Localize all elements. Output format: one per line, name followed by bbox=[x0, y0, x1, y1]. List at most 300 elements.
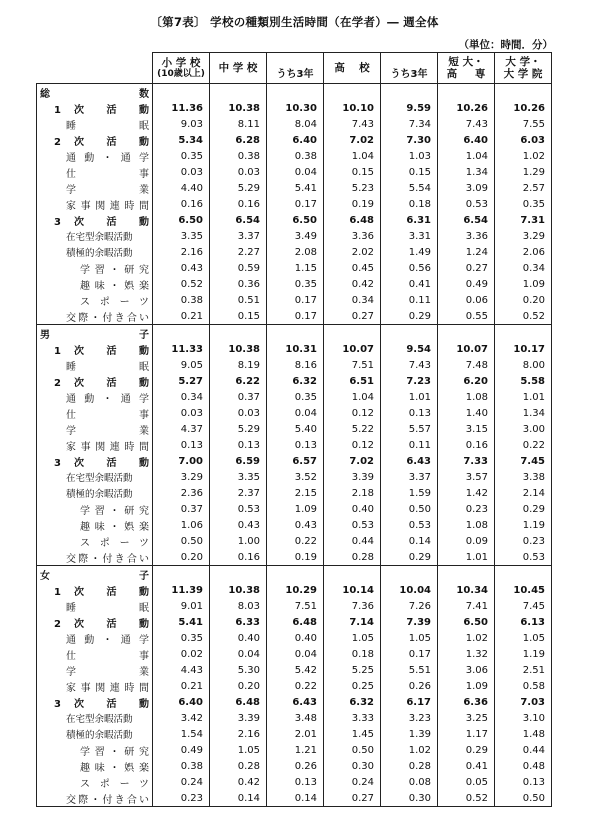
value-cell: 6.48 bbox=[210, 694, 267, 710]
value-cell: 0.41 bbox=[381, 276, 438, 292]
row-label-text: 趣味・娯楽 bbox=[80, 280, 149, 292]
row-label bbox=[37, 437, 153, 453]
value-cell: 0.41 bbox=[438, 758, 495, 774]
value-cell: 1.04 bbox=[438, 148, 495, 164]
table-row bbox=[37, 100, 552, 116]
table-row bbox=[37, 437, 552, 453]
row-label bbox=[37, 501, 153, 517]
value-cell: 3.49 bbox=[267, 228, 324, 244]
row-label bbox=[37, 405, 153, 421]
value-cell: 5.30 bbox=[210, 662, 267, 678]
value-cell: 10.26 bbox=[438, 100, 495, 116]
table-row bbox=[37, 630, 552, 646]
column-header-line1: 中 学 校 bbox=[218, 62, 258, 74]
value-cell: 0.09 bbox=[438, 533, 495, 549]
value-cell: 6.51 bbox=[324, 373, 381, 389]
value-cell: 0.52 bbox=[495, 308, 552, 325]
value-cell: 0.44 bbox=[324, 533, 381, 549]
table-row bbox=[37, 758, 552, 774]
value-cell: 3.09 bbox=[438, 180, 495, 196]
row-label-text: 3 次 活 動 bbox=[54, 216, 149, 228]
row-label-text: 在宅型余暇活動 bbox=[66, 473, 133, 484]
table-row bbox=[37, 373, 552, 389]
value-cell: 0.43 bbox=[153, 260, 210, 276]
value-cell: 5.29 bbox=[210, 421, 267, 437]
table-row bbox=[37, 357, 552, 373]
value-cell: 0.50 bbox=[153, 533, 210, 549]
value-cell: 0.36 bbox=[210, 276, 267, 292]
value-cell: 1.24 bbox=[438, 244, 495, 260]
value-cell: 10.38 bbox=[210, 100, 267, 116]
value-cell: 0.51 bbox=[210, 292, 267, 308]
row-label-text: 1 次 活 動 bbox=[54, 345, 149, 357]
row-label-text: 交際・付き合い bbox=[66, 553, 149, 565]
value-cell: 1.04 bbox=[324, 148, 381, 164]
value-cell: 6.33 bbox=[210, 614, 267, 630]
value-cell: 6.59 bbox=[210, 453, 267, 469]
value-cell: 6.13 bbox=[495, 614, 552, 630]
value-cell: 9.05 bbox=[153, 357, 210, 373]
value-cell: 6.50 bbox=[153, 212, 210, 228]
value-cell: 0.12 bbox=[324, 437, 381, 453]
row-label-text: 通動・通学 bbox=[66, 393, 149, 405]
table-row bbox=[37, 212, 552, 228]
row-label-text: 家事関連時間 bbox=[66, 441, 149, 453]
value-cell: 0.35 bbox=[153, 148, 210, 164]
value-cell: 0.20 bbox=[153, 549, 210, 566]
section-header-row bbox=[37, 325, 552, 342]
column-header-line1: 小 学 校 bbox=[161, 57, 201, 69]
value-cell: 0.14 bbox=[381, 533, 438, 549]
table-row bbox=[37, 517, 552, 533]
value-cell: 1.34 bbox=[438, 164, 495, 180]
row-label-text: 学習・研究 bbox=[80, 505, 149, 517]
value-cell: 6.48 bbox=[324, 212, 381, 228]
empty-cell bbox=[324, 84, 381, 101]
value-cell: 2.16 bbox=[210, 726, 267, 742]
row-label-text: 1 次 活 動 bbox=[54, 104, 149, 116]
value-cell: 1.03 bbox=[381, 148, 438, 164]
value-cell: 0.53 bbox=[495, 549, 552, 566]
value-cell: 0.03 bbox=[153, 164, 210, 180]
value-cell: 0.16 bbox=[153, 196, 210, 212]
value-cell: 0.02 bbox=[153, 646, 210, 662]
table-row bbox=[37, 116, 552, 132]
value-cell: 7.03 bbox=[495, 694, 552, 710]
value-cell: 1.01 bbox=[495, 389, 552, 405]
row-label-text: 1 次 活 動 bbox=[54, 586, 149, 598]
row-label-text: 通動・通学 bbox=[66, 634, 149, 646]
row-label bbox=[37, 100, 153, 116]
value-cell: 0.17 bbox=[381, 646, 438, 662]
value-cell: 8.04 bbox=[267, 116, 324, 132]
value-cell: 1.19 bbox=[495, 517, 552, 533]
value-cell: 0.28 bbox=[381, 758, 438, 774]
value-cell: 0.29 bbox=[438, 742, 495, 758]
value-cell: 2.02 bbox=[324, 244, 381, 260]
value-cell: 8.00 bbox=[495, 357, 552, 373]
value-cell: 0.16 bbox=[210, 549, 267, 566]
value-cell: 1.29 bbox=[495, 164, 552, 180]
row-label bbox=[37, 276, 153, 292]
value-cell: 6.32 bbox=[324, 694, 381, 710]
value-cell: 2.01 bbox=[267, 726, 324, 742]
value-cell: 0.04 bbox=[210, 646, 267, 662]
column-header bbox=[210, 53, 267, 84]
value-cell: 3.37 bbox=[381, 469, 438, 485]
table-row bbox=[37, 662, 552, 678]
value-cell: 1.39 bbox=[381, 726, 438, 742]
row-label bbox=[37, 341, 153, 357]
table-row bbox=[37, 292, 552, 308]
value-cell: 9.03 bbox=[153, 116, 210, 132]
value-cell: 0.38 bbox=[153, 758, 210, 774]
value-cell: 0.05 bbox=[438, 774, 495, 790]
value-cell: 0.42 bbox=[324, 276, 381, 292]
value-cell: 0.04 bbox=[267, 646, 324, 662]
value-cell: 0.58 bbox=[495, 678, 552, 694]
table-header bbox=[37, 53, 552, 84]
value-cell: 7.33 bbox=[438, 453, 495, 469]
column-header bbox=[267, 53, 324, 84]
row-label-text: 学 業 bbox=[66, 425, 149, 437]
value-cell: 0.03 bbox=[210, 405, 267, 421]
row-label-text: 3 次 活 動 bbox=[54, 698, 149, 710]
value-cell: 0.53 bbox=[210, 501, 267, 517]
column-header bbox=[153, 53, 210, 84]
row-label bbox=[37, 469, 153, 485]
row-label bbox=[37, 260, 153, 276]
unit-label: （単位：時間．分） bbox=[458, 39, 553, 51]
value-cell: 6.43 bbox=[381, 453, 438, 469]
table-body bbox=[37, 84, 552, 807]
value-cell: 0.37 bbox=[153, 501, 210, 517]
section-label-text: 男 子 bbox=[40, 329, 149, 341]
empty-cell bbox=[210, 325, 267, 342]
table-row bbox=[37, 678, 552, 694]
value-cell: 2.37 bbox=[210, 485, 267, 501]
value-cell: 0.13 bbox=[267, 774, 324, 790]
value-cell: 1.45 bbox=[324, 726, 381, 742]
value-cell: 0.13 bbox=[210, 437, 267, 453]
value-cell: 0.50 bbox=[381, 501, 438, 517]
row-label-text: 学 業 bbox=[66, 666, 149, 678]
value-cell: 10.14 bbox=[324, 582, 381, 598]
value-cell: 0.35 bbox=[267, 389, 324, 405]
value-cell: 6.40 bbox=[267, 132, 324, 148]
value-cell: 7.34 bbox=[381, 116, 438, 132]
value-cell: 0.50 bbox=[495, 790, 552, 807]
value-cell: 3.29 bbox=[153, 469, 210, 485]
row-label-text: 趣味・娯楽 bbox=[80, 521, 149, 533]
value-cell: 2.57 bbox=[495, 180, 552, 196]
table-row bbox=[37, 774, 552, 790]
value-cell: 2.36 bbox=[153, 485, 210, 501]
empty-cell bbox=[438, 566, 495, 583]
value-cell: 0.18 bbox=[324, 646, 381, 662]
empty-cell bbox=[324, 566, 381, 583]
value-cell: 0.30 bbox=[381, 790, 438, 807]
value-cell: 6.36 bbox=[438, 694, 495, 710]
value-cell: 0.13 bbox=[381, 405, 438, 421]
value-cell: 10.07 bbox=[438, 341, 495, 357]
value-cell: 1.54 bbox=[153, 726, 210, 742]
value-cell: 3.00 bbox=[495, 421, 552, 437]
value-cell: 3.57 bbox=[438, 469, 495, 485]
value-cell: 6.32 bbox=[267, 373, 324, 389]
column-header-line1: 大 学・ bbox=[505, 56, 541, 68]
value-cell: 6.54 bbox=[210, 212, 267, 228]
section-label bbox=[37, 84, 153, 101]
value-cell: 7.51 bbox=[324, 357, 381, 373]
value-cell: 7.26 bbox=[381, 598, 438, 614]
value-cell: 5.41 bbox=[153, 614, 210, 630]
row-label bbox=[37, 726, 153, 742]
table-row bbox=[37, 533, 552, 549]
value-cell: 1.49 bbox=[381, 244, 438, 260]
value-cell: 1.08 bbox=[438, 389, 495, 405]
value-cell: 0.34 bbox=[495, 260, 552, 276]
value-cell: 4.40 bbox=[153, 180, 210, 196]
value-cell: 2.27 bbox=[210, 244, 267, 260]
row-label-text: 睡 眠 bbox=[66, 120, 149, 132]
value-cell: 7.39 bbox=[381, 614, 438, 630]
value-cell: 1.19 bbox=[495, 646, 552, 662]
row-label bbox=[37, 694, 153, 710]
value-cell: 3.29 bbox=[495, 228, 552, 244]
row-label-text: 在宅型余暇活動 bbox=[66, 232, 133, 243]
value-cell: 7.51 bbox=[267, 598, 324, 614]
table-row bbox=[37, 260, 552, 276]
section-label bbox=[37, 566, 153, 583]
value-cell: 0.27 bbox=[324, 308, 381, 325]
value-cell: 10.31 bbox=[267, 341, 324, 357]
empty-cell bbox=[267, 325, 324, 342]
value-cell: 0.56 bbox=[381, 260, 438, 276]
value-cell: 8.11 bbox=[210, 116, 267, 132]
value-cell: 3.48 bbox=[267, 710, 324, 726]
value-cell: 3.52 bbox=[267, 469, 324, 485]
value-cell: 3.31 bbox=[381, 228, 438, 244]
section-label bbox=[37, 325, 153, 342]
value-cell: 0.11 bbox=[381, 437, 438, 453]
value-cell: 0.52 bbox=[438, 790, 495, 807]
header-corner bbox=[37, 53, 153, 84]
table-row bbox=[37, 148, 552, 164]
empty-cell bbox=[495, 84, 552, 101]
value-cell: 3.25 bbox=[438, 710, 495, 726]
table-row bbox=[37, 196, 552, 212]
value-cell: 10.45 bbox=[495, 582, 552, 598]
empty-cell bbox=[381, 325, 438, 342]
value-cell: 0.20 bbox=[495, 292, 552, 308]
value-cell: 0.23 bbox=[153, 790, 210, 807]
row-label bbox=[37, 533, 153, 549]
table-row bbox=[37, 341, 552, 357]
value-cell: 0.48 bbox=[495, 758, 552, 774]
value-cell: 1.15 bbox=[267, 260, 324, 276]
value-cell: 0.42 bbox=[210, 774, 267, 790]
value-cell: 0.04 bbox=[267, 164, 324, 180]
value-cell: 5.54 bbox=[381, 180, 438, 196]
value-cell: 5.25 bbox=[324, 662, 381, 678]
empty-cell bbox=[153, 566, 210, 583]
value-cell: 5.29 bbox=[210, 180, 267, 196]
value-cell: 5.40 bbox=[267, 421, 324, 437]
column-header-line1: うち3年 bbox=[390, 69, 428, 80]
value-cell: 0.04 bbox=[267, 405, 324, 421]
value-cell: 7.55 bbox=[495, 116, 552, 132]
row-label-text: 学習・研究 bbox=[80, 264, 149, 276]
value-cell: 0.17 bbox=[267, 308, 324, 325]
row-label-text: 家事関連時間 bbox=[66, 682, 149, 694]
section-header-row bbox=[37, 84, 552, 101]
row-label-text: 積極的余暇活動 bbox=[66, 730, 133, 741]
row-label bbox=[37, 678, 153, 694]
value-cell: 1.09 bbox=[495, 276, 552, 292]
value-cell: 3.39 bbox=[210, 710, 267, 726]
value-cell: 0.19 bbox=[324, 196, 381, 212]
value-cell: 0.03 bbox=[153, 405, 210, 421]
table-row bbox=[37, 726, 552, 742]
row-label bbox=[37, 373, 153, 389]
row-label bbox=[37, 758, 153, 774]
value-cell: 0.22 bbox=[267, 678, 324, 694]
value-cell: 0.16 bbox=[210, 196, 267, 212]
value-cell: 0.11 bbox=[381, 292, 438, 308]
value-cell: 0.34 bbox=[153, 389, 210, 405]
value-cell: 1.08 bbox=[438, 517, 495, 533]
value-cell: 0.24 bbox=[324, 774, 381, 790]
section-label-text: 女 子 bbox=[40, 570, 149, 582]
value-cell: 3.33 bbox=[324, 710, 381, 726]
value-cell: 3.23 bbox=[381, 710, 438, 726]
column-header-line2: (10歳以上) bbox=[157, 69, 205, 79]
row-label bbox=[37, 164, 153, 180]
value-cell: 10.17 bbox=[495, 341, 552, 357]
row-label bbox=[37, 212, 153, 228]
empty-cell bbox=[267, 566, 324, 583]
table-row bbox=[37, 501, 552, 517]
value-cell: 5.27 bbox=[153, 373, 210, 389]
value-cell: 0.38 bbox=[153, 292, 210, 308]
value-cell: 0.49 bbox=[438, 276, 495, 292]
row-label bbox=[37, 228, 153, 244]
empty-cell bbox=[381, 566, 438, 583]
value-cell: 0.13 bbox=[267, 437, 324, 453]
value-cell: 0.38 bbox=[267, 148, 324, 164]
value-cell: 0.35 bbox=[495, 196, 552, 212]
value-cell: 0.53 bbox=[381, 517, 438, 533]
value-cell: 1.09 bbox=[267, 501, 324, 517]
value-cell: 0.43 bbox=[267, 517, 324, 533]
value-cell: 6.50 bbox=[267, 212, 324, 228]
table-row bbox=[37, 742, 552, 758]
row-label bbox=[37, 646, 153, 662]
table-row bbox=[37, 164, 552, 180]
table-row bbox=[37, 598, 552, 614]
value-cell: 1.32 bbox=[438, 646, 495, 662]
column-header bbox=[438, 53, 495, 84]
value-cell: 6.40 bbox=[438, 132, 495, 148]
row-label bbox=[37, 790, 153, 807]
value-cell: 9.54 bbox=[381, 341, 438, 357]
column-header bbox=[381, 53, 438, 84]
value-cell: 1.40 bbox=[438, 405, 495, 421]
row-label-text: 家事関連時間 bbox=[66, 200, 149, 212]
row-label bbox=[37, 710, 153, 726]
value-cell: 0.17 bbox=[267, 196, 324, 212]
value-cell: 10.30 bbox=[267, 100, 324, 116]
row-label bbox=[37, 582, 153, 598]
value-cell: 9.59 bbox=[381, 100, 438, 116]
value-cell: 5.51 bbox=[381, 662, 438, 678]
value-cell: 0.06 bbox=[438, 292, 495, 308]
row-label bbox=[37, 308, 153, 325]
row-label-text: 2 次 活 動 bbox=[54, 377, 149, 389]
table-row bbox=[37, 405, 552, 421]
column-header bbox=[324, 53, 381, 84]
value-cell: 0.28 bbox=[210, 758, 267, 774]
value-cell: 6.57 bbox=[267, 453, 324, 469]
value-cell: 6.03 bbox=[495, 132, 552, 148]
value-cell: 11.36 bbox=[153, 100, 210, 116]
value-cell: 0.27 bbox=[324, 790, 381, 807]
value-cell: 7.43 bbox=[324, 116, 381, 132]
value-cell: 1.42 bbox=[438, 485, 495, 501]
value-cell: 0.08 bbox=[381, 774, 438, 790]
row-label-text: 2 次 活 動 bbox=[54, 618, 149, 630]
value-cell: 7.00 bbox=[153, 453, 210, 469]
value-cell: 1.48 bbox=[495, 726, 552, 742]
row-label-text: 積極的余暇活動 bbox=[66, 248, 133, 259]
table-row bbox=[37, 421, 552, 437]
row-label bbox=[37, 148, 153, 164]
value-cell: 0.29 bbox=[495, 501, 552, 517]
value-cell: 0.40 bbox=[267, 630, 324, 646]
value-cell: 1.09 bbox=[438, 678, 495, 694]
row-label bbox=[37, 180, 153, 196]
value-cell: 6.40 bbox=[153, 694, 210, 710]
value-cell: 0.23 bbox=[438, 501, 495, 517]
empty-cell bbox=[495, 325, 552, 342]
value-cell: 1.06 bbox=[153, 517, 210, 533]
row-label bbox=[37, 549, 153, 566]
value-cell: 3.35 bbox=[210, 469, 267, 485]
value-cell: 3.42 bbox=[153, 710, 210, 726]
value-cell: 1.05 bbox=[495, 630, 552, 646]
row-label bbox=[37, 244, 153, 260]
row-label-text: 睡 眠 bbox=[66, 602, 149, 614]
column-header-line1: 高 校 bbox=[334, 62, 370, 74]
row-label-text: スポーツ bbox=[80, 296, 149, 308]
value-cell: 1.01 bbox=[438, 549, 495, 566]
row-label-text: 趣味・娯楽 bbox=[80, 762, 149, 774]
table-row bbox=[37, 614, 552, 630]
row-label bbox=[37, 453, 153, 469]
value-cell: 1.21 bbox=[267, 742, 324, 758]
value-cell: 6.22 bbox=[210, 373, 267, 389]
value-cell: 1.59 bbox=[381, 485, 438, 501]
empty-cell bbox=[324, 325, 381, 342]
row-label-text: 学 業 bbox=[66, 184, 149, 196]
table-row bbox=[37, 244, 552, 260]
value-cell: 11.33 bbox=[153, 341, 210, 357]
table-row bbox=[37, 228, 552, 244]
value-cell: 1.05 bbox=[210, 742, 267, 758]
table-row bbox=[37, 453, 552, 469]
value-cell: 5.57 bbox=[381, 421, 438, 437]
